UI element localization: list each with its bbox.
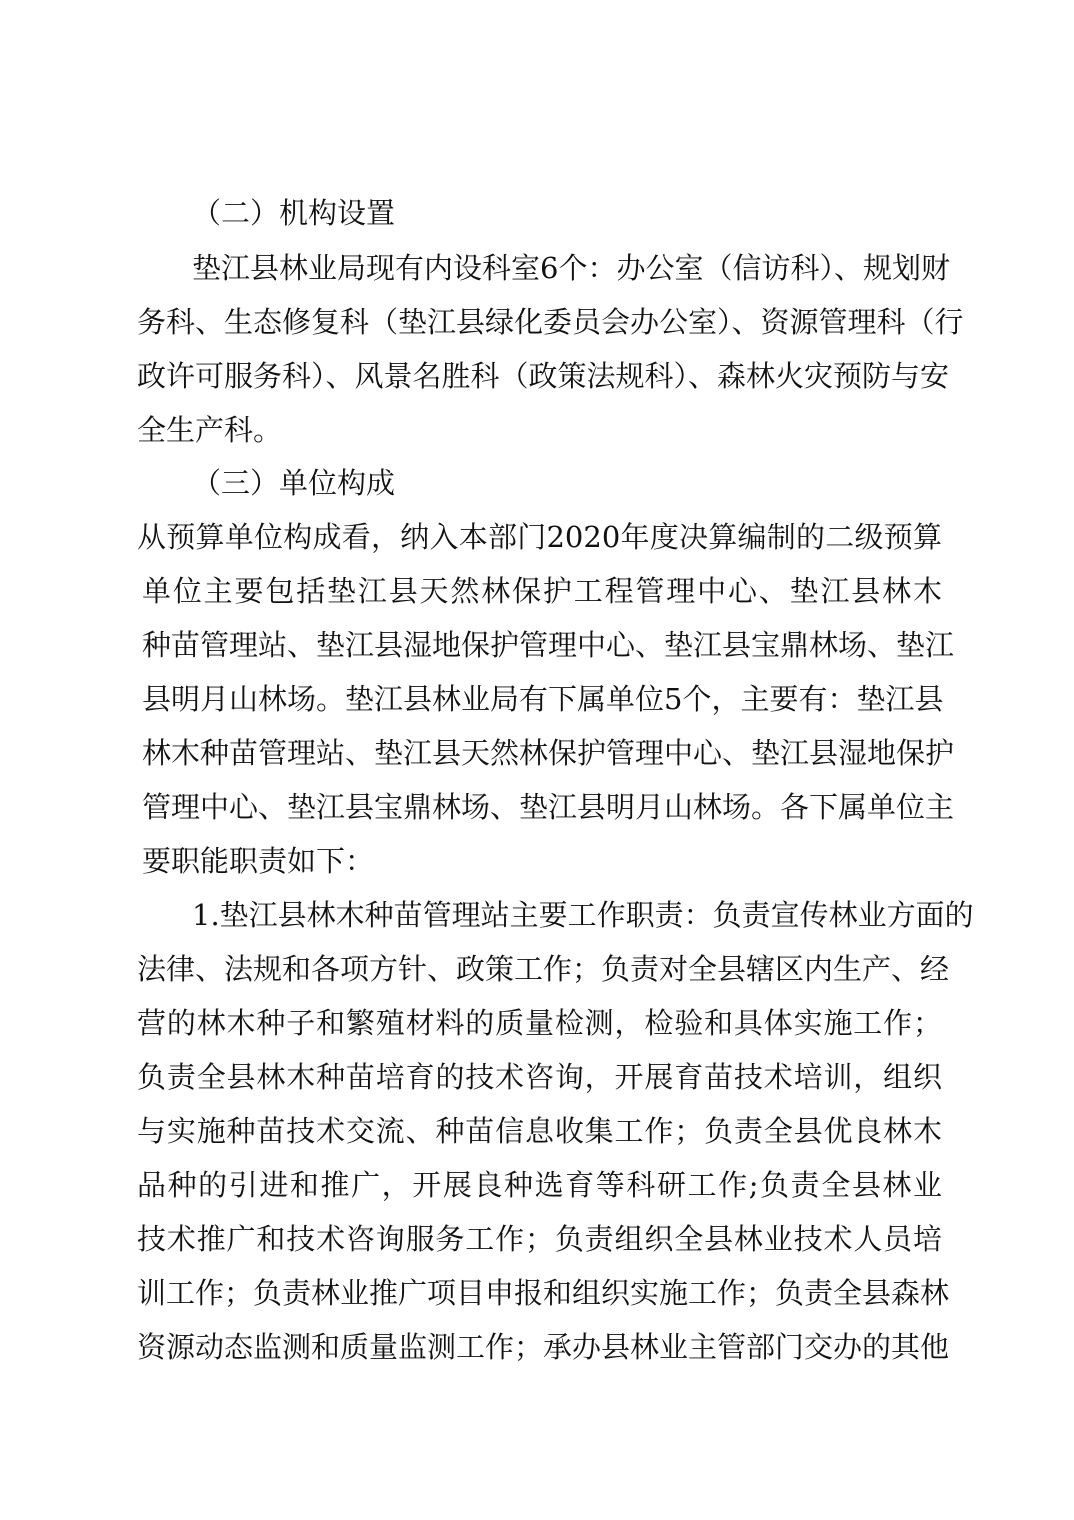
paragraph-line: 县明月山林场。垫江县林业局有下属单位5个，主要有：垫江县 [142, 682, 944, 716]
paragraph-line: 从预算单位构成看，纳入本部门2020年度决算编制的二级预算 [137, 520, 942, 554]
paragraph-line: 营的林木种子和繁殖材料的质量检测，检验和具体实施工作； [137, 1006, 942, 1040]
paragraph-line: 训工作；负责林业推广项目申报和组织实施工作；负责全县森林 [137, 1276, 950, 1310]
section-heading-organization: （二）机构设置 [192, 196, 396, 230]
paragraph-line: 务科、生态修复科（垫江县绿化委员会办公室）、资源管理科（行 [137, 305, 964, 339]
paragraph-line: 种苗管理站、垫江县湿地保护管理中心、垫江县宝鼎林场、垫江 [142, 628, 955, 662]
paragraph-line: 法律、法规和各项方针、政策工作；负责对全县辖区内生产、经 [137, 952, 950, 986]
paragraph-line: 资源动态监测和质量监测工作；承办县林业主管部门交办的其他 [137, 1330, 950, 1364]
paragraph-line: 要职能职责如下： [142, 844, 375, 878]
paragraph-line: 政许可服务科）、风景名胜科（政策法规科）、森林火灾预防与安 [137, 359, 950, 393]
paragraph-line: 林木种苗管理站、垫江县天然林保护管理中心、垫江县湿地保护 [142, 736, 955, 770]
paragraph-line: 单位主要包括垫江县天然林保护工程管理中心、垫江县林木 [142, 574, 942, 608]
paragraph-line: 管理中心、垫江县宝鼎林场、垫江县明月山林场。各下属单位主 [142, 790, 955, 824]
paragraph-line: 1.垫江县林木种苗管理站主要工作职责：负责宣传林业方面的 [192, 898, 974, 932]
paragraph-line: 全生产科。 [137, 413, 283, 447]
paragraph-line: 垫江县林业局现有内设科室6个：办公室（信访科）、规划财 [192, 251, 950, 285]
paragraph-line: 技术推广和技术咨询服务工作；负责组织全县林业技术人员培 [137, 1222, 942, 1256]
paragraph-line: 负责全县林木种苗培育的技术咨询，开展育苗技术培训，组织 [137, 1060, 942, 1094]
section-heading-units: （三）单位构成 [192, 466, 396, 500]
paragraph-line: 品种的引进和推广，开展良种选育等科研工作;负责全县林业 [137, 1168, 942, 1202]
paragraph-line: 与实施种苗技术交流、种苗信息收集工作；负责全县优良林木 [137, 1114, 942, 1148]
